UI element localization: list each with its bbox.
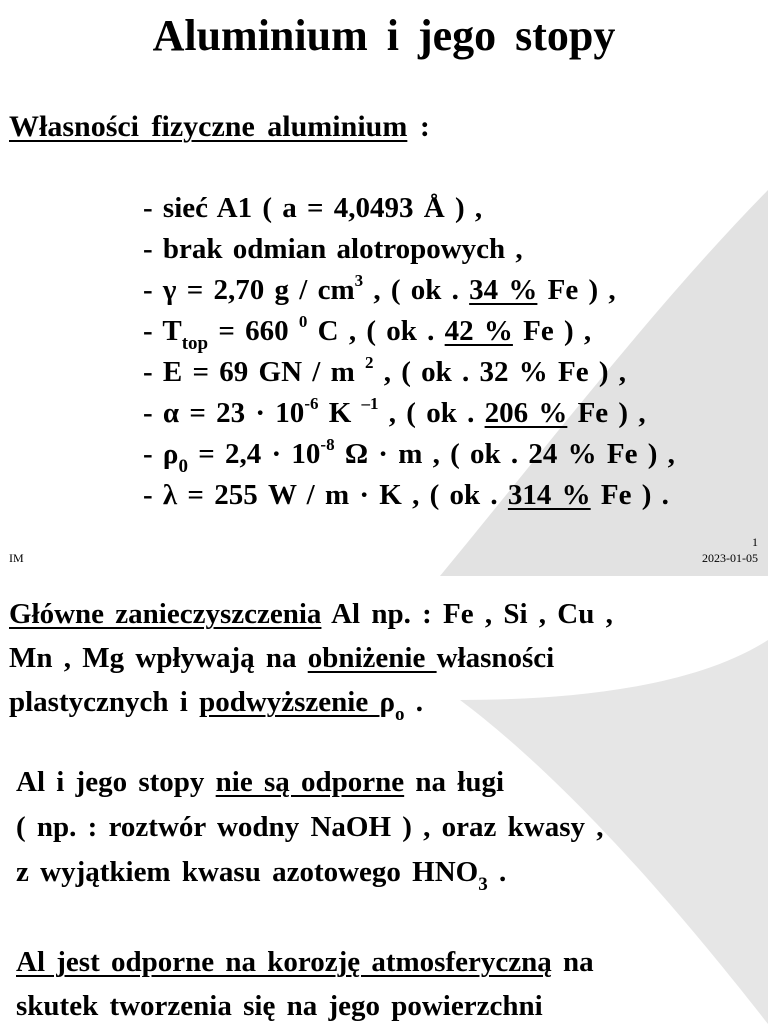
list-item: - brak odmian alotropowych , xyxy=(143,233,523,265)
list-item: - E = 69 GN / m $^2$ , ( ok . 32 % Fe ) , xyxy=(143,353,627,388)
paragraph-line: Al jest odporne na korozję atmosferyczną na xyxy=(16,946,594,978)
paragraph-line: Mn , Mg wpływają na obniżenie własności xyxy=(9,642,555,674)
list-item: - sieć A1 ( a = 4,0493 Å ) , xyxy=(143,192,483,224)
paragraph-line: skutek tworzenia się na jego powierzchni xyxy=(16,990,543,1022)
heading-colon: : xyxy=(407,110,430,143)
underlined-value: 314 % xyxy=(507,479,591,511)
section-heading xyxy=(9,110,430,144)
page-number: 1 xyxy=(752,535,758,549)
slide-title: Aluminium i jego stopy xyxy=(152,11,616,60)
list-item: - λ = 255 W / m · K , ( ok . 314 % Fe ) . xyxy=(143,479,669,511)
paragraph-line: z wyjątkiem kwasu azotowego $HNO_3$ . xyxy=(16,856,507,895)
footer-date: 2023-01-05 xyxy=(702,551,758,565)
paragraph-line: ( np. : roztwór wodny NaOH ) , oraz kwasy , xyxy=(16,811,604,843)
paragraph-line: Al i jego stopy nie są odporne na ługi xyxy=(16,766,505,798)
list-item: - $T_{top} = 660$ $^0$ C , ( ok . 42 % Fe ) , xyxy=(143,312,592,354)
paragraph-line: Główne zanieczyszczenia Al np. : Fe , Si , Cu , xyxy=(9,598,613,630)
heading-text: Własności fizyczne aluminium xyxy=(9,110,408,143)
list-item: - γ = 2,70 g / $cm^3$ , ( ok . 34 % Fe ) , xyxy=(143,271,616,306)
list-item: - $\rho_0 = 2,4 \cdot 10^{-8}$ Ω · m , ( ok . 24 % Fe ) , xyxy=(143,435,675,477)
underlined-value: 206 % xyxy=(484,397,568,429)
underlined-value: 42 % xyxy=(444,315,513,347)
paragraph-line: plastycznych i podwyższenie $\rho_o$ . xyxy=(9,686,424,725)
footer-author: IM xyxy=(9,551,24,565)
list-item: - $\alpha = 23 \cdot 10^{-6}$ K $^{-1}$ , ( ok . 206 % Fe ) , xyxy=(143,394,646,429)
underlined-value: 34 % xyxy=(469,274,538,306)
